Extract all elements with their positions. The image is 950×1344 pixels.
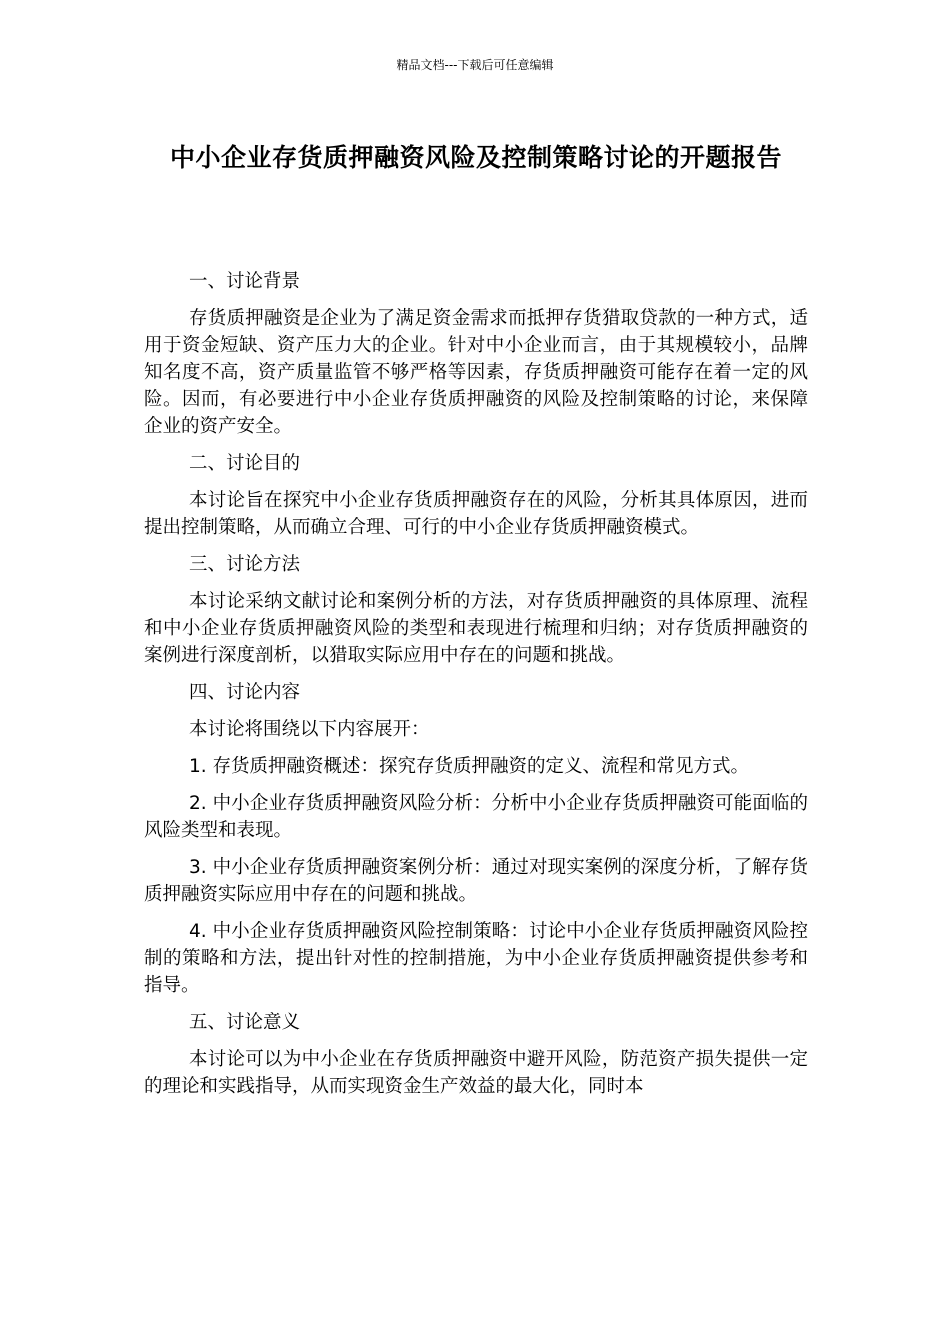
section-heading: 二、讨论目的 — [189, 453, 301, 474]
section-background — [144, 268, 808, 440]
section-paragraph: 本讨论旨在探究中小企业存货质押融资存在的风险，分析其具体原因，进而提出控制策略，从而确立合理、可行的中小企业存货质押融资模式。 — [144, 490, 808, 538]
section-heading: 四、讨论内容 — [189, 682, 301, 703]
page-header-note: 精品文档---下载后可任意编辑 — [396, 58, 554, 72]
section-paragraph: 本讨论采纳文献讨论和案例分析的方法，对存货质押融资的具体原理、流程和中小企业存货质押融资风险的类型和表现进行梳理和归纳；对存货质押融资的案例进行深度剖析，以猎取实际应用中存在的问题和挑战。 — [144, 591, 808, 666]
section-heading: 三、讨论方法 — [189, 554, 301, 575]
section-heading: 一、讨论背景 — [189, 271, 301, 292]
section-method — [144, 551, 808, 669]
section-purpose — [144, 450, 808, 541]
content-list-item: 2. 中小企业存货质押融资风险分析：分析中小企业存货质押融资可能面临的风险类型和表现。 — [144, 793, 808, 841]
section-paragraph: 本讨论可以为中小企业在存货质押融资中避开风险，防范资产损失提供一定的理论和实践指导，从而实现资金生产效益的最大化，同时本 — [144, 1049, 808, 1097]
section-content — [144, 679, 808, 999]
document-body — [144, 268, 808, 1110]
section-significance — [144, 1009, 808, 1100]
document-title: 中小企业存货质押融资风险及控制策略讨论的开题报告 — [169, 143, 782, 172]
section-heading: 五、讨论意义 — [189, 1012, 301, 1033]
section-paragraph: 本讨论将围绕以下内容展开： — [189, 719, 430, 740]
content-list-item: 4. 中小企业存货质押融资风险控制策略：讨论中小企业存货质押融资风险控制的策略和方法，提出针对性的控制措施，为中小企业存货质押融资提供参考和指导。 — [144, 921, 808, 996]
content-list-item: 3. 中小企业存货质押融资案例分析：通过对现实案例的深度分析，了解存货质押融资实际应用中存在的问题和挑战。 — [144, 857, 808, 905]
content-list-item: 1. 存货质押融资概述：探究存货质押融资的定义、流程和常见方式。 — [189, 756, 750, 777]
section-paragraph: 存货质押融资是企业为了满足资金需求而抵押存货猎取贷款的一种方式，适用于资金短缺、资产压力大的企业。针对中小企业而言，由于其规模较小，品牌知名度不高，资产质量监管不够严格等因素，存货质押融资可能存在着一定的风险。因而，有必要进行中小企业存货质押融资的风险及控制策略的讨论，来保障企业的资产安全。 — [144, 308, 808, 437]
